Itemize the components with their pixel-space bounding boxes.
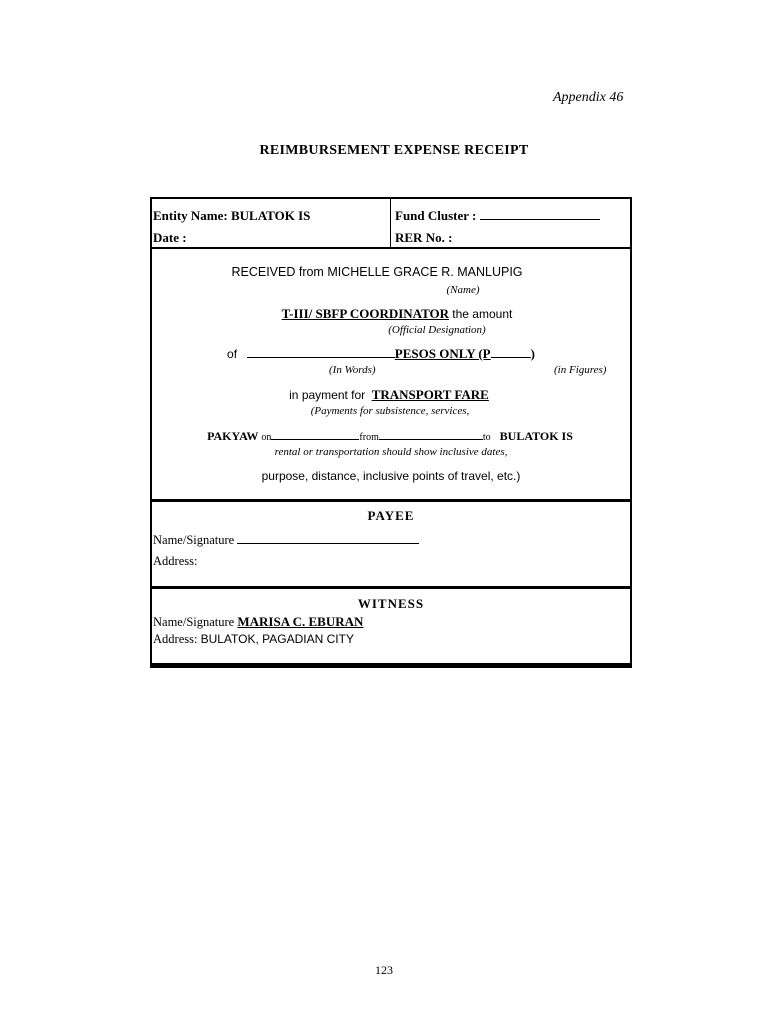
form-header [152,199,630,249]
witness-address-value: BULATOK, PAGADIAN CITY [200,632,354,646]
entity-name-label: Entity Name: [153,208,228,223]
amount-text: the amount [452,307,513,321]
received-name: MICHELLE GRACE R. MANLUPIG [327,265,523,279]
rer-no-label: RER No. : [395,230,453,245]
amount-words-blank[interactable] [247,346,395,358]
on-label: on [261,432,272,443]
pesos-label: PESOS ONLY (P [394,346,491,361]
from-label: from [359,432,379,443]
date-label: Date : [153,230,187,245]
page-number: 123 [375,963,393,977]
purpose-note: purpose, distance, inclusive points of travel, etc.) [261,469,521,483]
amount-figures-blank[interactable] [491,346,531,358]
payee-address-label: Address: [153,554,198,568]
payment-prefix: in payment for [289,388,366,402]
payment-value: TRANSPORT FARE [371,387,489,402]
entity-name-field [153,208,310,224]
witness-title: WITNESS [357,596,425,611]
payee-title: PAYEE [367,508,415,523]
payment-line [150,387,628,403]
witness-address-field [153,632,354,647]
received-line [138,265,616,279]
on-date-blank[interactable] [271,428,359,440]
payment-note: (Payments for subsistence, services, [310,405,470,417]
rental-note: rental or transportation should show inclusive dates, [274,446,508,458]
witness-name-field [153,614,363,630]
close-paren: ) [530,346,535,361]
witness-name-label: Name/Signature [153,615,235,629]
payee-name-field [153,532,419,548]
name-note: (Name) [446,284,480,296]
document-title: REIMBURSEMENT EXPENSE RECEIPT [259,143,529,158]
witness-divider [152,586,630,589]
destination-value: BULATOK IS [499,429,573,443]
of-label: of [227,347,238,361]
entity-name-value: BULATOK IS [231,208,311,223]
to-label: to [482,432,491,443]
fund-cluster-field [395,208,600,224]
received-prefix: RECEIVED from [231,265,324,279]
designation-line [158,306,636,322]
from-blank[interactable] [379,428,483,440]
appendix-label: Appendix 46 [553,90,624,105]
pakyaw-line [151,428,629,444]
in-figures-note: (in Figures) [554,364,607,376]
designation-value: T-III/ SBFP COORDINATOR [281,306,450,321]
pakyaw-label: PAKYAW [207,429,259,443]
payee-divider [152,499,630,502]
witness-address-label: Address: [153,632,198,646]
payee-signature-blank[interactable] [237,532,419,544]
witness-name-value: MARISA C. EBURAN [237,614,364,629]
receipt-form [150,197,632,668]
amount-line [142,346,620,362]
fund-cluster-label: Fund Cluster : [395,208,477,223]
designation-note: (Official Designation) [388,324,486,336]
in-words-note: (In Words) [329,364,376,376]
payee-name-label: Name/Signature [153,533,235,547]
header-divider [390,199,391,247]
fund-cluster-blank[interactable] [480,208,600,220]
form-bottom-divider [152,663,630,666]
